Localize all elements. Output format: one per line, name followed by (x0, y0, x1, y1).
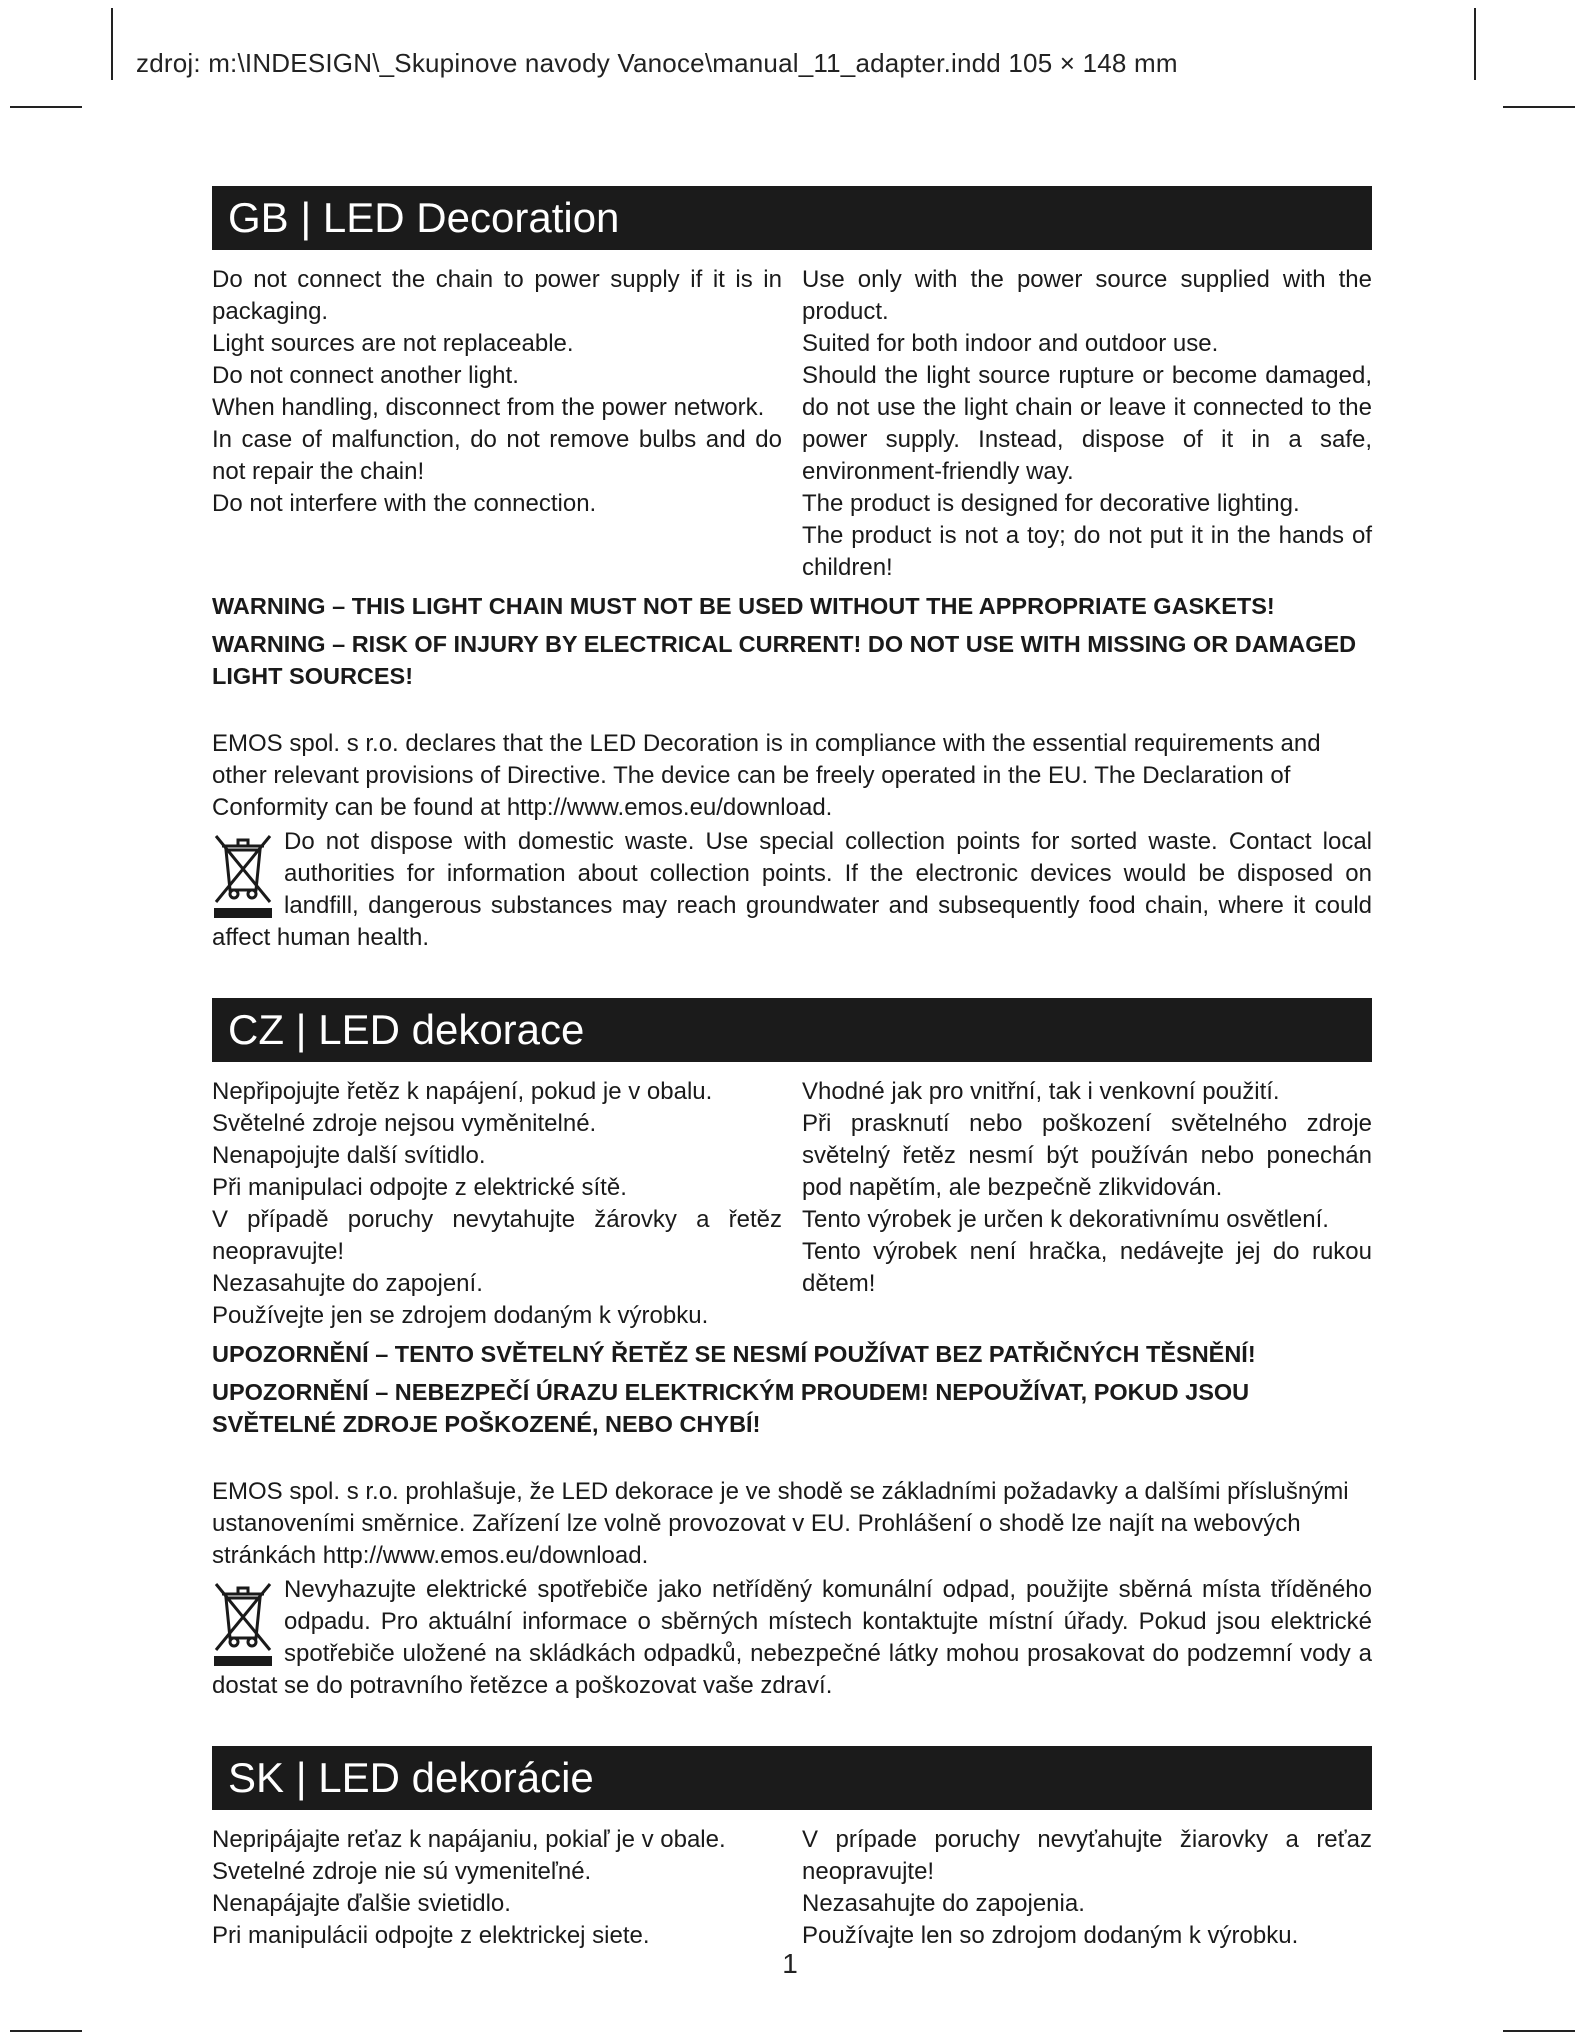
gb-right-column (802, 264, 1372, 584)
crop-mark-top-left-vertical (111, 8, 113, 80)
sk-left-item: Nepripájajte reťaz k napájaniu, pokiaľ je v obale. (212, 1826, 726, 1853)
gb-right-item: Use only with the power source supplied with the product. (802, 266, 1372, 325)
section-title-gb: GB | LED Decoration (212, 186, 1372, 250)
gb-left-item: In case of malfunction, do not remove bulbs and do not repair the chain! (212, 426, 782, 485)
gb-disposal-text: Do not dispose with domestic waste. Use special collection points for sorted waste. Contact local authorities for information about collection points. If the electronic devices would be disposed on landfill, dangerous substances may reach groundwater and subsequently food chain, where it could affect human health. (212, 828, 1372, 951)
cz-disposal-text: Nevyhazujte elektrické spotřebiče jako netříděný komunální odpad, použijte sběrná místa tříděného odpadu. Pro aktuální informace o sběrných místech kontaktujte místní úřady. Pokud jsou elektrické spotřebiče uložené na skládkách odpadků, nebezpečné látky mohou prosakovat do podzemní vody a dostat se do potravního řetězce a poškozovat vaše zdraví. (212, 1576, 1372, 1699)
crossed-bin-icon (212, 828, 274, 920)
cz-left-item: Nezasahujte do zapojení. (212, 1270, 483, 1297)
sk-left-item: Pri manipulácii odpojte z elektrickej siete. (212, 1922, 650, 1949)
sk-right-item: V prípade poruchy nevyťahujte žiarovky a reťaz neopravujte! (802, 1826, 1372, 1885)
gb-left-item: Light sources are not replaceable. (212, 330, 574, 357)
sk-left-column (212, 1824, 782, 1952)
cz-left-item: Nepřipojujte řetěz k napájení, pokud je v obalu. (212, 1078, 713, 1105)
gb-right-item: Suited for both indoor and outdoor use. (802, 330, 1219, 357)
cz-right-item: Při prasknutí nebo poškození světelného zdroje světelný řetěz nesmí být používán nebo ponechán pod napětím, ale bezpečně zlikvidován. (802, 1110, 1372, 1201)
cz-left-item: Nenapojujte další svítidlo. (212, 1142, 486, 1169)
gb-right-item: The product is not a toy; do not put it in the hands of children! (802, 522, 1372, 581)
crop-mark-top-left-horizontal (10, 106, 82, 108)
cz-declaration: EMOS spol. s r.o. prohlašuje, že LED dekorace je ve shodě se základními požadavky a dalšími příslušnými ustanoveními směrnice. Zařízení lze volně provozovat v EU. Prohlášení o shodě lze najít na webových stránkách http://www.emos.eu/download. (212, 1478, 1349, 1569)
section-title-sk: SK | LED dekorácie (212, 1746, 1372, 1810)
cz-right-column (802, 1076, 1372, 1332)
sk-left-item: Nenapájajte ďalšie svietidlo. (212, 1890, 511, 1917)
sk-right-column (802, 1824, 1372, 1952)
sk-right-item: Používajte len so zdrojom dodaným k výrobku. (802, 1922, 1299, 1949)
cz-columns (212, 1076, 1372, 1332)
crop-mark-top-right-vertical (1474, 8, 1476, 80)
cz-right-item: Tento výrobek není hračka, nedávejte jej do rukou dětem! (802, 1238, 1372, 1297)
cz-left-item: Používejte jen se zdrojem dodaným k výrobku. (212, 1302, 709, 1329)
cz-right-item: Vhodné jak pro vnitřní, tak i venkovní použití. (802, 1078, 1280, 1105)
gb-left-item: Do not connect another light. (212, 362, 519, 389)
crossed-bin-icon (212, 1576, 274, 1668)
cz-disposal-block (212, 1574, 1372, 1702)
gb-left-item: When handling, disconnect from the power network. (212, 394, 765, 421)
cz-left-item: Při manipulaci odpojte z elektrické sítě. (212, 1174, 627, 1201)
sk-left-item: Svetelné zdroje nie sú vymeniteľné. (212, 1858, 592, 1885)
cz-warning-gaskets: UPOZORNĚNÍ – TENTO SVĚTELNÝ ŘETĚZ SE NESMÍ POUŽÍVAT BEZ PATŘIČNÝCH TĚSNĚNÍ! (212, 1341, 1256, 1367)
gb-left-item: Do not connect the chain to power supply if it is in packaging. (212, 266, 782, 325)
gb-right-item: The product is designed for decorative lighting. (802, 490, 1300, 517)
page-number: 1 (782, 1948, 798, 1979)
crop-mark-bottom-left-horizontal (10, 2030, 82, 2032)
gb-left-item: Do not interfere with the connection. (212, 490, 597, 517)
gb-columns (212, 264, 1372, 584)
gb-warning-electrical: WARNING – RISK OF INJURY BY ELECTRICAL CURRENT! DO NOT USE WITH MISSING OR DAMAGED LIGHT SOURCES! (212, 631, 1357, 689)
gb-disposal-block (212, 826, 1372, 954)
sk-right-item: Nezasahujte do zapojenia. (802, 1890, 1085, 1917)
crop-mark-bottom-right-horizontal (1503, 2030, 1575, 2032)
manual-content (212, 186, 1372, 1952)
crop-mark-top-right-horizontal (1503, 106, 1575, 108)
file-slug: zdroj: m:\INDESIGN\_Skupinove navody Vanoce\manual_11_adapter.indd 105 × 148 mm (136, 48, 1178, 78)
gb-warning-gaskets: WARNING – THIS LIGHT CHAIN MUST NOT BE USED WITHOUT THE APPROPRIATE GASKETS! (212, 593, 1275, 619)
cz-left-item: V případě poruchy nevytahujte žárovky a řetěz neopravujte! (212, 1206, 782, 1265)
gb-right-item: Should the light source rupture or become damaged, do not use the light chain or leave it connected to the power supply. Instead, dispose of it in a safe, environment-friendly way. (802, 362, 1372, 485)
gb-left-column (212, 264, 782, 584)
cz-left-item: Světelné zdroje nejsou vyměnitelné. (212, 1110, 597, 1137)
cz-warning-electrical: UPOZORNĚNÍ – NEBEZPEČÍ ÚRAZU ELEKTRICKÝM PROUDEM! NEPOUŽÍVAT, POKUD JSOU SVĚTELNÉ ZDROJE POŠKOZENÉ, NEBO CHYBÍ! (212, 1379, 1250, 1437)
cz-left-column (212, 1076, 782, 1332)
gb-declaration: EMOS spol. s r.o. declares that the LED Decoration is in compliance with the essential requirements and other relevant provisions of Directive. The device can be freely operated in the EU. The Declaration of Conformity can be found at http://www.emos.eu/download. (212, 730, 1321, 821)
cz-right-item: Tento výrobek je určen k dekorativnímu osvětlení. (802, 1206, 1329, 1233)
sk-columns (212, 1824, 1372, 1952)
section-title-cz: CZ | LED dekorace (212, 998, 1372, 1062)
